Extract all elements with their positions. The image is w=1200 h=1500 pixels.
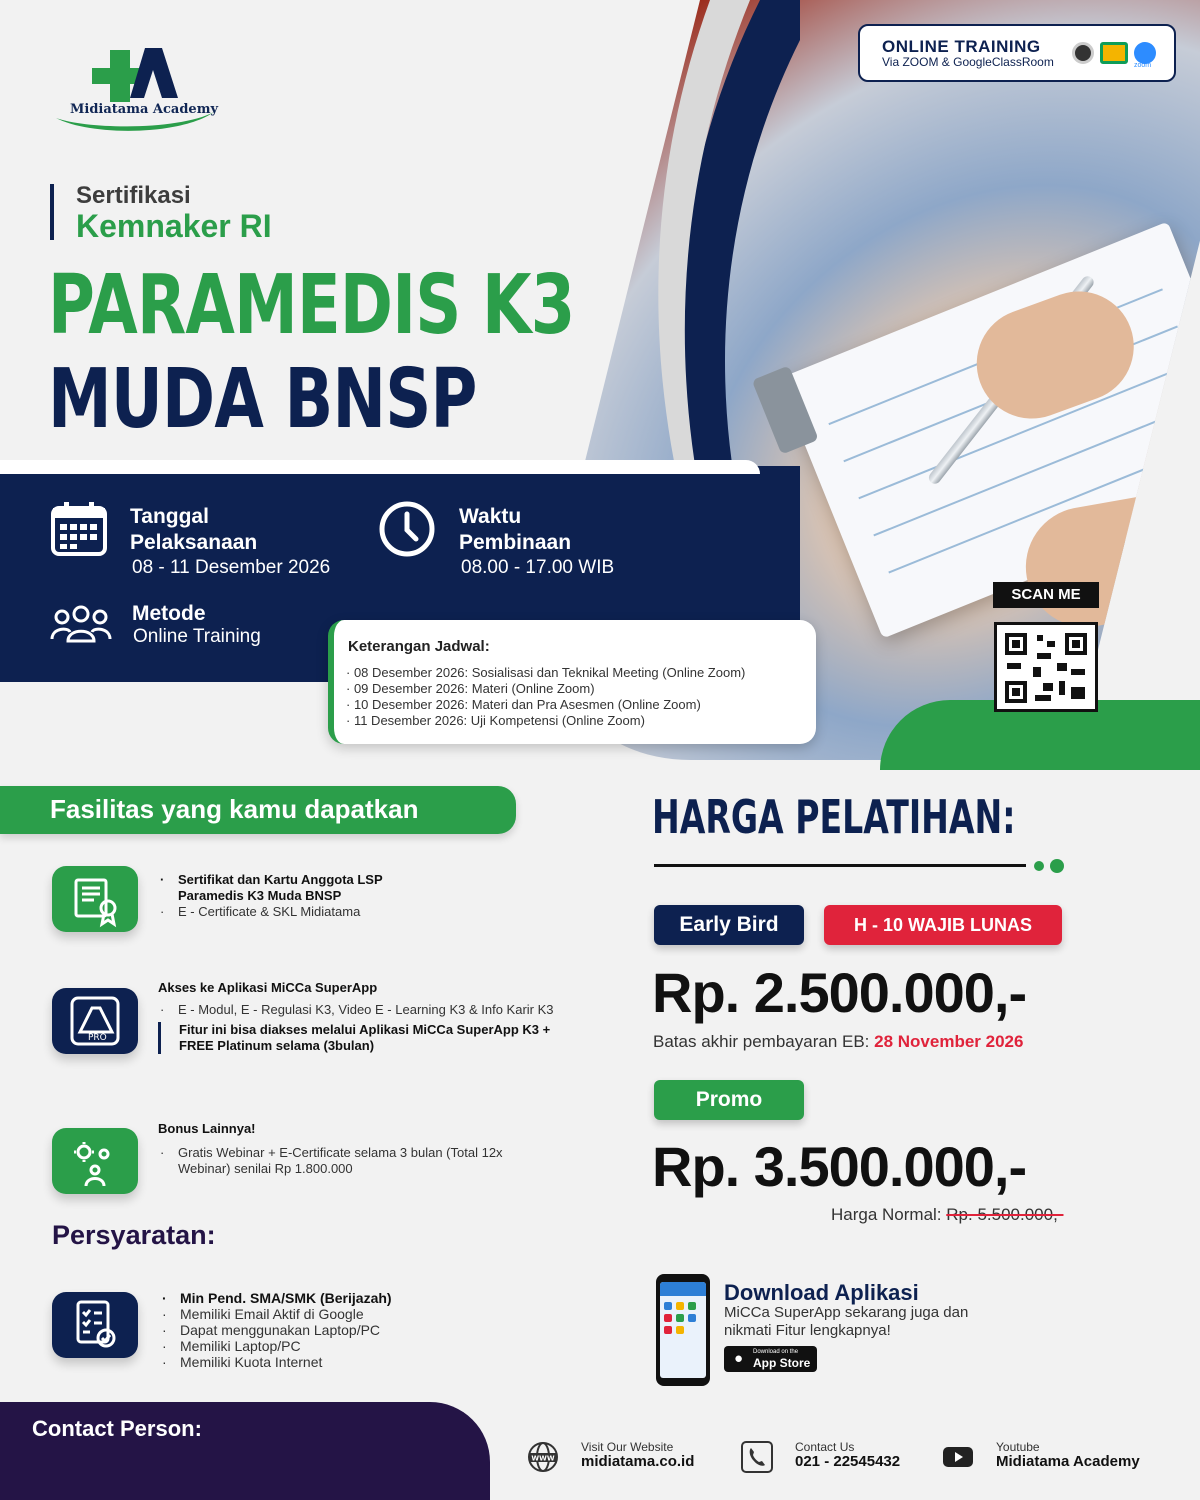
contact-title: Contact Person: [32, 1416, 202, 1441]
app-store-small: Download on the [753, 1349, 799, 1355]
batas-text [653, 1032, 1023, 1052]
fasilitas-1-item: · E - Certificate & SKL Midiatama [158, 904, 558, 920]
normal-price: Rp. 5.500.000,- [946, 1205, 1064, 1224]
cert-line-2: Kemnaker RI [76, 208, 272, 244]
contact-phone[interactable]: 021 - 22545432 [795, 1453, 901, 1470]
info-band-edge [0, 460, 760, 474]
early-bird-price: Rp. 2.500.000,- [652, 961, 1027, 1024]
phone-screen [660, 1282, 706, 1378]
normal-price-text [831, 1205, 1063, 1225]
waktu-value: 08.00 - 17.00 WIB [461, 557, 615, 578]
promo-badge: Promo [654, 1080, 804, 1120]
globe-icon [527, 1441, 559, 1473]
pro-label: PRO [88, 1033, 107, 1043]
scan-me-label: SCAN ME [993, 582, 1099, 608]
course-title-line-2: MUDA BNSP [48, 352, 477, 447]
dot-decoration [1034, 861, 1044, 871]
tanggal-label-2: Pelaksanaan [130, 531, 258, 554]
youtube-label: Youtube [996, 1440, 1040, 1454]
download-title: Download Aplikasi [724, 1280, 919, 1305]
website-link[interactable]: midiatama.co.id [581, 1453, 695, 1470]
fasilitas-2-item: · E - Modul, E - Regulasi K3, Video E - Learning K3 & Info Karir K3 [158, 1002, 558, 1018]
persyaratan-item: · Dapat menggunakan Laptop/PC [160, 1322, 560, 1338]
early-bird-badge: Early Bird [654, 905, 804, 945]
wajib-lunas-badge: H - 10 WAJIB LUNAS [824, 905, 1062, 945]
contact-us-label: Contact Us [795, 1440, 855, 1454]
promo-price: Rp. 3.500.000,- [652, 1135, 1027, 1198]
fasilitas-1 [158, 872, 558, 920]
midiatama-logo [50, 40, 220, 140]
schedule-list [346, 665, 745, 729]
tanggal-value: 08 - 11 Desember 2026 [132, 557, 331, 578]
fasilitas-2-note: Fitur ini bisa diakses melalui Aplikasi MiCCa SuperApp K3 + FREE Platinum selama (3bulan) [158, 1022, 558, 1054]
course-title-line-1: PARAMEDIS K3 [48, 258, 575, 353]
persyaratan-item: · Memiliki Kuota Internet [160, 1354, 560, 1370]
fasilitas-title: Fasilitas yang kamu dapatkan [50, 794, 419, 824]
persyaratan-item: · Min Pend. SMA/SMK (Berijazah) [160, 1290, 560, 1306]
logo-text: Midiatama Academy [70, 102, 219, 117]
certificate-icon [52, 866, 138, 932]
calendar-icon [50, 500, 108, 558]
tanggal-label-1: Tanggal [130, 505, 209, 528]
download-subtitle: MiCCa SuperApp sekarang juga dan nikmati Fitur lengkapnya! [724, 1304, 969, 1339]
batas-date: 28 November 2026 [874, 1032, 1024, 1051]
schedule-title: Keterangan Jadwal: [348, 638, 490, 655]
batas-label: Batas akhir pembayaran EB: [653, 1032, 870, 1051]
fasilitas-1-bold-1: Sertifikat dan Kartu Anggota LSP [178, 872, 383, 887]
schedule-item: · 10 Desember 2026: Materi dan Pra Asesmen (Online Zoom) [346, 697, 745, 713]
online-training-subtitle: Via ZOOM & GoogleClassRoom [882, 55, 1054, 69]
fasilitas-2 [158, 980, 558, 1054]
fasilitas-1-bold-2: Paramedis K3 Muda BNSP [178, 888, 342, 903]
harga-divider [654, 864, 1026, 867]
metode-value: Online Training [133, 626, 261, 647]
clock-icon [378, 500, 436, 558]
cert-bar [50, 184, 54, 240]
dot-decoration [1050, 859, 1064, 873]
normal-label: Harga Normal: [831, 1205, 942, 1224]
fasilitas-3-heading: Bonus Lainnya! [158, 1121, 256, 1136]
metode-label: Metode [132, 602, 206, 625]
schedule-item: · 09 Desember 2026: Materi (Online Zoom) [346, 681, 745, 697]
fasilitas-3 [158, 1121, 558, 1177]
youtube-channel[interactable]: Midiatama Academy [996, 1453, 1140, 1470]
persyaratan-item: · Memiliki Laptop/PC [160, 1338, 560, 1354]
persyaratan-title: Persyaratan: [52, 1220, 216, 1250]
app-store-label: App Store [753, 1356, 811, 1370]
app-store-button[interactable] [724, 1346, 817, 1372]
youtube-icon [942, 1441, 974, 1473]
bonus-gear-icon [52, 1128, 138, 1194]
fasilitas-2-heading: Akses ke Aplikasi MiCCa SuperApp [158, 980, 378, 995]
schedule-item: · 08 Desember 2026: Sosialisasi dan Teknikal Meeting (Online Zoom) [346, 665, 745, 681]
group-icon [50, 604, 112, 644]
apple-icon: ● [734, 1350, 744, 1367]
persyaratan-item: · Memiliki Email Aktif di Google [160, 1306, 560, 1322]
obs-icon [1072, 42, 1094, 64]
persyaratan-list [160, 1290, 560, 1370]
fasilitas-3-item: · Gratis Webinar + E-Certificate selama 3 bulan (Total 12x Webinar) senilai Rp 1.800.000 [158, 1145, 558, 1177]
online-training-title: ONLINE TRAINING [882, 37, 1041, 56]
google-classroom-icon [1100, 42, 1128, 64]
zoom-icon [1134, 42, 1156, 64]
cert-line-1: Sertifikasi [76, 182, 191, 209]
website-label: Visit Our Website [581, 1440, 674, 1454]
www-label: WWW [531, 1454, 555, 1463]
qr-code[interactable] [994, 622, 1098, 712]
zoom-label: zoom [1134, 62, 1152, 69]
waktu-label-2: Pembinaan [459, 531, 572, 554]
harga-title: HARGA PELATIHAN: [652, 790, 1016, 844]
micca-pro-icon [52, 988, 138, 1054]
waktu-label-1: Waktu [459, 505, 522, 528]
checklist-icon [52, 1292, 138, 1358]
schedule-item: · 11 Desember 2026: Uji Kompetensi (Online Zoom) [346, 713, 745, 729]
phone-icon [741, 1441, 773, 1473]
